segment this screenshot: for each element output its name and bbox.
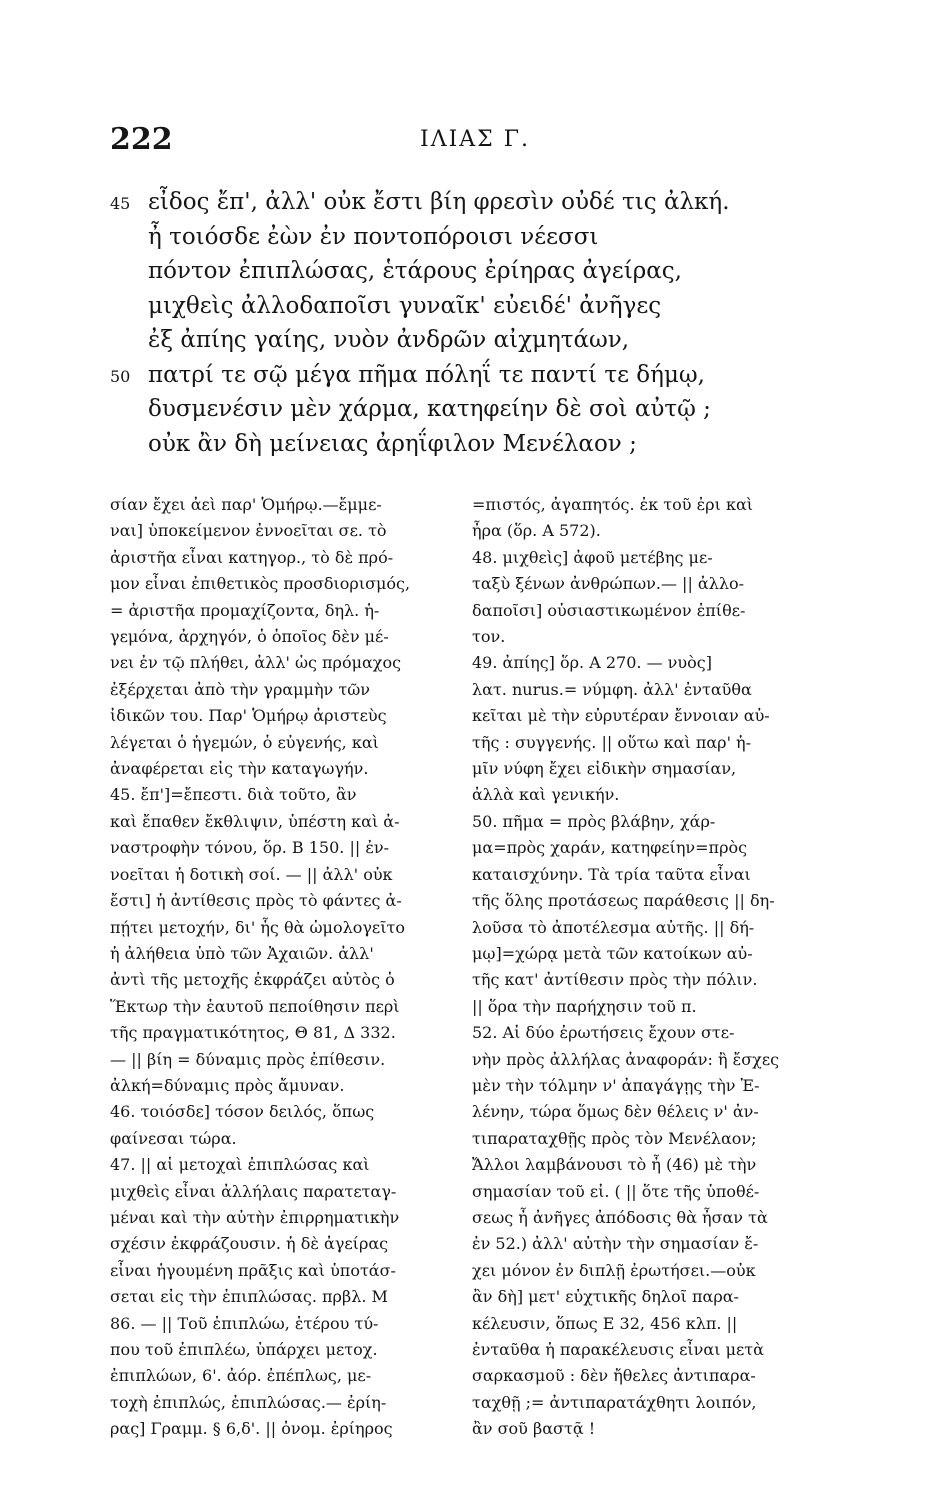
- commentary-line: σχέσιν ἐκφράζουσιν. ἡ δὲ ἀγείρας: [110, 1234, 389, 1254]
- commentary-line: ἐξέρχεται ἀπὸ τὴν γραμμὴν τῶν: [110, 679, 370, 699]
- commentary-line: 45. ἔπ']=ἔπεστι. διὰ τοῦτο, ἂν: [110, 785, 357, 805]
- commentary-line: ἀναφέρεται εἰς τὴν καταγωγήν.: [110, 759, 369, 779]
- commentary-line: κέλευσιν, ὅπως Ε 32, 456 κλπ. ||: [472, 1313, 738, 1333]
- verse-line: [110, 220, 850, 255]
- commentary-line: ἀλκή=δύναμις πρὸς ἄμυναν.: [110, 1075, 345, 1095]
- commentary-line: νει ἐν τῷ πλήθει, ἀλλ' ὡς πρόμαχος: [110, 653, 402, 673]
- commentary-line: μέναι καὶ τὴν αὐτὴν ἐπιρρηματικὴν: [110, 1207, 400, 1227]
- commentary-line: 48. μιχθεὶς] ἀφοῦ μετέβης με-: [472, 547, 713, 567]
- commentary-line: λοῦσα τὸ ἀποτέλεσμα αὐτῆς. || δή-: [472, 917, 755, 937]
- verse-text: εἶδος ἔπ', ἀλλ' οὐκ ἔστι βίη φρεσὶν οὐδέ τις ἀλκή.: [148, 189, 730, 215]
- commentary-line: τῆς ὅλης προτάσεως παράθεσις || δη-: [472, 891, 775, 911]
- commentary-line: ναστροφὴν τόνου, ὅρ. Β 150. || ἐν-: [110, 838, 390, 858]
- commentary-line: ἀντὶ τῆς μετοχῆς ἐκφράζει αὐτὸς ὁ: [110, 970, 395, 990]
- commentary-line: μον εἶναι ἐπιθετικὸς προσδιορισμός,: [110, 574, 411, 594]
- commentary-line: ἂν δὴ] μετ' εὐχτικῆς δηλοῖ παρα-: [472, 1287, 739, 1307]
- verse-text: πατρί τε σῷ μέγα πῆμα πόληΐ τε παντί τε δήμῳ,: [148, 361, 705, 388]
- verse-line: [110, 392, 850, 427]
- commentary-line: ἐνταῦθα ἡ παρακέλευσις εἶναι μετὰ: [472, 1340, 764, 1359]
- commentary-line: ναι] ὑποκείμενον ἐννοεῖται σε. τὸ: [110, 521, 387, 541]
- verse-number: 45: [110, 194, 131, 213]
- commentary-line: μὲν τὴν τόλμην ν' ἀπαγάγῃς τὴν Ἑ-: [472, 1075, 760, 1095]
- commentary-line: λατ. nurus.= νύμφη. ἀλλ' ἐνταῦθα: [472, 679, 752, 699]
- verse-line: [110, 323, 850, 358]
- commentary-line: καὶ ἔπαθεν ἔκθλιψιν, ὑπέστη καὶ ἀ-: [110, 811, 400, 831]
- commentary-line: νοεῖται ἡ δοτικὴ σοί. — || ἀλλ' οὐκ: [110, 864, 393, 884]
- commentary-line: ταξὺ ξένων ἀνθρώπων.— || ἀλλο-: [472, 574, 745, 594]
- commentary-left-column: [110, 492, 468, 1443]
- commentary-line: νὴν πρὸς ἀλλήλας ἀναφοράν: ἢ ἔσχες: [472, 1049, 780, 1069]
- commentary-line: Ἕκτωρ τὴν ἑαυτοῦ πεποίθησιν περὶ: [110, 996, 400, 1016]
- commentary-line: λέγεται ὁ ἡγεμών, ὁ εὐγενής, καὶ: [110, 732, 379, 752]
- commentary-line: σεται εἰς τὴν ἐπιπλώσας. πρβλ. Μ: [110, 1287, 388, 1307]
- verse-number: 50: [110, 366, 131, 386]
- commentary-line: || ὅρα τὴν παρήχησιν τοῦ π.: [472, 996, 697, 1016]
- commentary-line: Ἄλλοι λαμβάνουσι τὸ ἦ (46) μὲ τὴν: [472, 1155, 757, 1175]
- commentary-line: ρας] Γραμμ. § 6,δ'. || ὀνομ. ἐρίηρος: [110, 1419, 393, 1439]
- page-number: 222: [110, 122, 173, 157]
- commentary-line: κεῖται μὲ τὴν εὐρυτέραν ἔννοιαν αὐ-: [472, 706, 770, 726]
- verse-line: [110, 254, 850, 289]
- verse-text: μιχθεὶς ἀλλοδαποῖσι γυναῖκ' εὐειδέ' ἀνῆγες: [148, 292, 662, 319]
- commentary-line: χει μόνον ἐν διπλῇ ἐρωτήσει.—οὐκ: [472, 1260, 756, 1280]
- verse-line: [110, 185, 850, 220]
- page-header: [110, 122, 840, 162]
- verse-line: [110, 427, 850, 462]
- commentary-line: 49. ἀπίης] ὅρ. Α 270. — νυὸς]: [472, 653, 712, 673]
- commentary-line: σεως ἦ ἀνῆγες ἀπόδοσις θὰ ἦσαν τὰ: [472, 1207, 768, 1227]
- commentary-line: ἰδικῶν του. Παρ' Ὁμήρῳ ἀριστεὺς: [110, 706, 387, 726]
- commentary-line: =πιστός, ἀγαπητός. ἐκ τοῦ ἐρι καὶ: [472, 495, 754, 514]
- commentary-line: ταχθῇ ;= ἀντιπαρατάχθητι λοιπόν,: [472, 1392, 757, 1412]
- commentary-line: ἔστι] ἡ ἀντίθεσις πρὸς τὸ φάντες ἀ-: [110, 891, 402, 911]
- commentary-line: τοχὴ ἐπιπλώς, ἐπιπλώσας.— ἐρίη-: [110, 1392, 387, 1412]
- commentary-line: μῖν νύφη ἔχει εἰδικὴν σημασίαν,: [472, 759, 737, 779]
- commentary-line: — || βίη = δύναμις πρὸς ἐπίθεσιν.: [110, 1049, 386, 1069]
- commentary-line: μα=πρὸς χαράν, κατηφείην=πρὸς: [472, 838, 748, 858]
- verse-text: πόντον ἐπιπλώσας, ἑτάρους ἐρίηρας ἀγείρας,: [148, 258, 682, 284]
- commentary-line: φαίνεσαι τώρα.: [110, 1128, 237, 1148]
- commentary-line: πῄτει μετοχήν, δι' ἧς θὰ ὡμολογεῖτο: [110, 917, 405, 937]
- verse-line: [110, 358, 850, 393]
- commentary-line: μῳ]=χώρᾳ μετὰ τῶν κατοίκων αὐ-: [472, 943, 753, 963]
- commentary-line: τῆς πραγματικότητος, Θ 81, Δ 332.: [110, 1023, 396, 1043]
- commentary-line: εἶναι ἡγουμένη πρᾶξις καὶ ὑποτάσ-: [110, 1260, 396, 1280]
- commentary-line: σημασίαν τοῦ εἰ. ( || ὅτε τῆς ὑποθέ-: [472, 1181, 760, 1201]
- verse-text: δυσμενέσιν μὲν χάρμα, κατηφείην δὲ σοὶ αὐτῷ ;: [148, 396, 711, 422]
- commentary-line: τον.: [472, 627, 506, 647]
- commentary-line: ἦρα (ὅρ. Α 572).: [472, 521, 601, 541]
- commentary-line: ἂν σοῦ βαστᾷ !: [472, 1419, 596, 1439]
- commentary-line: 52. Αἱ δύο ἐρωτήσεις ἔχουν στε-: [472, 1023, 735, 1043]
- commentary-line: τῆς κατ' ἀντίθεσιν πρὸς τὴν πόλιν.: [472, 970, 758, 990]
- commentary-line: 47. || αἱ μετοχαὶ ἐπιπλώσας καὶ: [110, 1155, 370, 1175]
- commentary-line: 50. πῆμα = πρὸς βλάβην, χάρ-: [472, 811, 716, 831]
- commentary-line: γεμόνα, ἀρχηγόν, ὁ ὁποῖος δὲν μέ-: [110, 627, 389, 647]
- commentary-line: καταισχύνην. Τὰ τρία ταῦτα εἶναι: [472, 864, 751, 884]
- verse-text: οὐκ ἂν δὴ μείνειας ἀρηΐφιλον Μενέλαον ;: [148, 430, 637, 457]
- commentary-line: σαρκασμοῦ : δὲν ἤθελες ἀντιπαρα-: [472, 1366, 756, 1386]
- commentary-line: που τοῦ ἐπιπλέω, ὑπάρχει μετοχ.: [110, 1340, 378, 1359]
- running-title: ΙΛΙΑΣ Γ.: [420, 127, 530, 152]
- commentary-line: ἐν 52.) ἀλλ' αὐτὴν τὴν σημασίαν ἔ-: [472, 1234, 759, 1254]
- commentary-line: = ἀριστῆα προμαχίζοντα, δηλ. ἡ-: [110, 600, 380, 620]
- commentary-line: ἀλλὰ καὶ γενικήν.: [472, 785, 620, 805]
- commentary-line: τιπαραταχθῇς πρὸς τὸν Μενέλαον;: [472, 1128, 757, 1148]
- commentary-right-column: [472, 492, 830, 1443]
- commentary-line: μιχθεὶς εἶναι ἀλλήλαις παρατεταγ-: [110, 1181, 397, 1201]
- verse-text: ἦ τοιόσδε ἐὼν ἐν ποντοπόροισι νέεσσι: [148, 223, 599, 250]
- verse-line: [110, 289, 850, 324]
- commentary-line: τῆς : συγγενής. || οὕτω καὶ παρ' ἡ-: [472, 732, 752, 752]
- verse-text: ἐξ ἀπίης γαίης, νυὸν ἀνδρῶν αἰχμητάων,: [148, 327, 630, 353]
- commentary-line: ἡ ἀλήθεια ὑπὸ τῶν Ἀχαιῶν. ἀλλ': [110, 943, 374, 963]
- commentary-line: ἐπιπλώων, 6'. ἀόρ. ἐπέπλως, με-: [110, 1366, 372, 1386]
- commentary-line: ἀριστῆα εἶναι κατηγορ., τὸ δὲ πρό-: [110, 547, 394, 567]
- commentary-line: λένην, τώρα ὅμως δὲν θέλεις ν' ἀν-: [472, 1102, 759, 1122]
- commentary-line: 46. τοιόσδε] τόσον δειλός, ὅπως: [110, 1102, 375, 1122]
- verse-block: [110, 185, 850, 461]
- commentary-line: δαποῖσι] οὐσιαστικωμένον ἐπίθε-: [472, 600, 746, 620]
- commentary-line: σίαν ἔχει ἀεὶ παρ' Ὁμήρῳ.—ἔμμε-: [110, 495, 382, 514]
- commentary-line: 86. — || Τοῦ ἐπιπλώω, ἑτέρου τύ-: [110, 1313, 379, 1333]
